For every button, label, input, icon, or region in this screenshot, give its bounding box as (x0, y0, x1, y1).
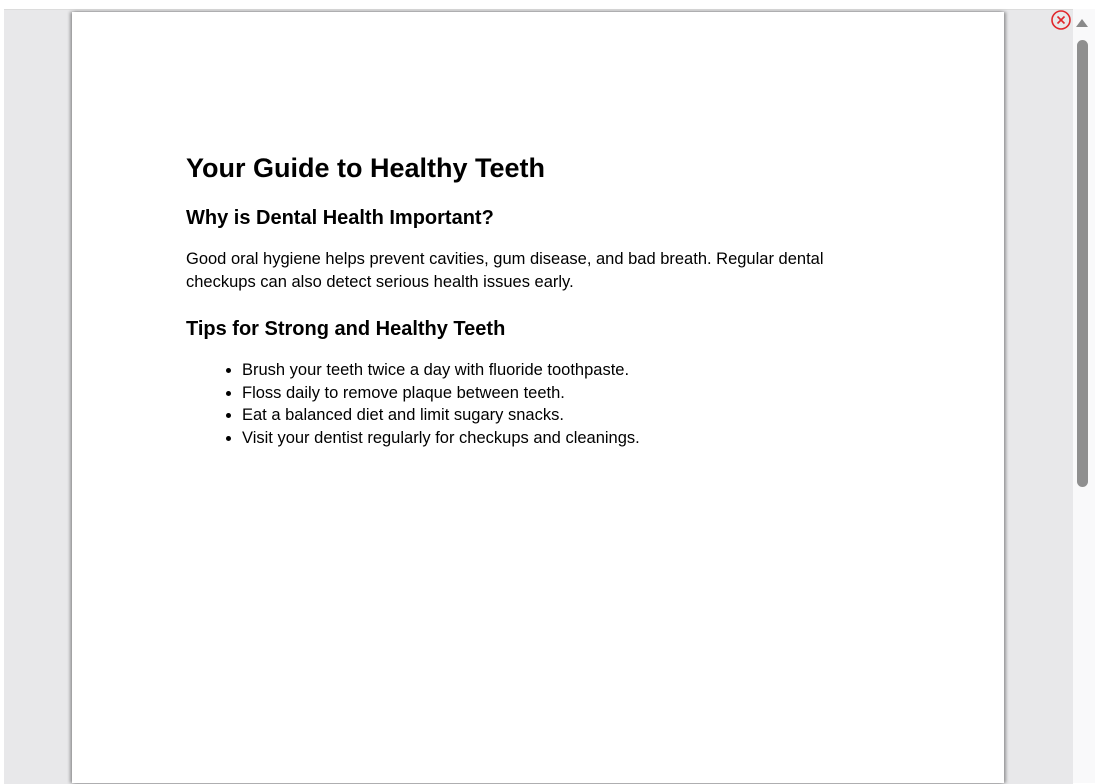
section-heading-tips: Tips for Strong and Healthy Teeth (186, 318, 506, 340)
list-item: • Floss daily to remove plaque between teeth. (242, 382, 886, 405)
section-paragraph-importance: Good oral hygiene helps prevent cavities, gum disease, and bad breath. Regular dental checkups can also detect serious health issues early. (186, 250, 824, 291)
document-page (72, 12, 1004, 783)
section-heading-importance: Why is Dental Health Important? (186, 207, 494, 229)
scroll-up-button[interactable] (1075, 16, 1089, 30)
list-item: • Visit your dentist regularly for checkups and cleanings. (242, 427, 886, 450)
list-item: • Eat a balanced diet and limit sugary snacks. (242, 404, 886, 427)
document-title: Your Guide to Healthy Teeth (186, 153, 546, 183)
close-circle-icon (1051, 10, 1071, 30)
tips-list (186, 359, 886, 450)
page-content (186, 152, 886, 450)
triangle-up-icon (1075, 16, 1089, 30)
close-button[interactable] (1051, 10, 1071, 30)
scrollbar-thumb[interactable] (1077, 40, 1088, 487)
list-item: • Brush your teeth twice a day with fluoride toothpaste. (242, 359, 886, 382)
